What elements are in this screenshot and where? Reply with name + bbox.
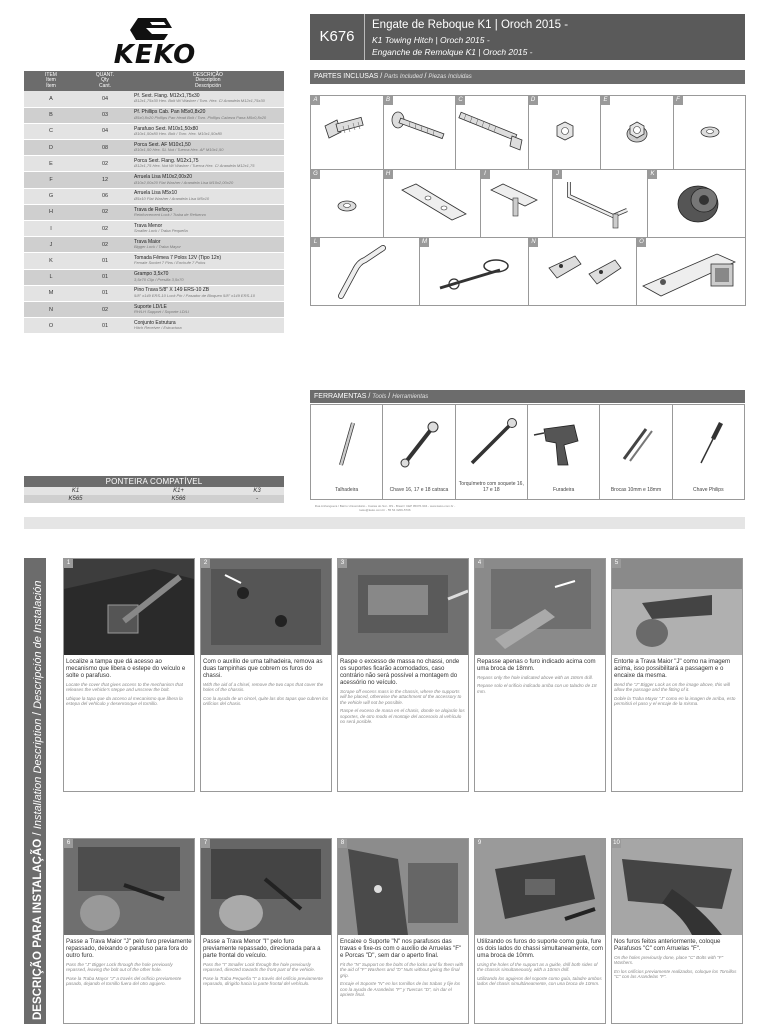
- step-number: 3: [338, 559, 347, 568]
- step-photo: [338, 839, 468, 935]
- ponteira-val: K566: [127, 495, 230, 503]
- product-title-en: K1 Towing Hitch | Oroch 2015 -: [372, 35, 490, 45]
- install-step: [474, 838, 606, 1024]
- step-text-pt: Entorte a Trava Maior "J" como na imagem acima, isso possibilitará a passagem e o encaixe da mesma.: [614, 658, 731, 679]
- part-desc: Conjunto Estrutura Hitch Receiver / Estructura: [132, 318, 284, 334]
- step-photo: [475, 559, 605, 655]
- part-cell-j: J: [553, 170, 648, 238]
- part-desc: Suporte LD/LE RH/LH Support / Soporte LD/LI: [132, 301, 284, 317]
- tool-drill-bits: Brocas 10mm e 18mm: [600, 405, 672, 500]
- part-qty: 01: [78, 285, 132, 301]
- product-title-es: Enganche de Remolque K1 | Oroch 2015 -: [372, 47, 533, 57]
- step-number: 9: [475, 839, 484, 848]
- install-step: [474, 558, 606, 792]
- part-qty: 02: [78, 301, 132, 317]
- install-step: [200, 558, 332, 792]
- tool-chisel: Talhadeira: [311, 405, 383, 500]
- part-desc: Porca Sext. Flang. M12x1,75 Ø12x1,75 Hex. Nut W/ Washer / Tuerca Hex. C/ Arandela M12x1,75: [132, 156, 284, 172]
- parts-row: [24, 204, 284, 220]
- parts-row: [24, 172, 284, 188]
- part-qty: 04: [78, 91, 132, 107]
- step-text-en: Pass the "J" Bigger Lock through the hole previously repassed, leaving the bolt out of the other hole.: [66, 962, 173, 973]
- step-photo: [64, 559, 194, 655]
- step-number: 6: [64, 839, 73, 848]
- part-cell-b: B: [384, 96, 457, 170]
- part-qty: 08: [78, 140, 132, 156]
- part-item: K: [24, 253, 78, 269]
- step-text-es: Encaje el Soporte "N" en los tornillos de las trabas y fije los con la ayuda de Arandelas "F" y Tuercas "D", sin dar el apriete final.: [340, 981, 461, 998]
- step-photo: [612, 559, 742, 655]
- step-text-en: Scrape off excess mass in the chassis, where the supports will be placed, otherwise the attachment of the accessory to the vehicle will not be possible.: [340, 689, 462, 705]
- step-number: 4: [475, 559, 484, 568]
- part-cell-l: L: [311, 238, 420, 306]
- part-item: M: [24, 285, 78, 301]
- part-desc: Grampo 3,5x70 3,5x70 Clip / Presilla 3,5x70: [132, 269, 284, 285]
- ponteira-val: -: [230, 495, 284, 503]
- part-qty: 01: [78, 269, 132, 285]
- part-desc: Arruela Lisa M5x10 Ø5x10 Flat Washer / Arandela Lisa M5x10: [132, 188, 284, 204]
- part-item: N: [24, 301, 78, 317]
- step-text-en: Repass only the hole indicated above with an 18mm drill.: [477, 675, 593, 680]
- part-cell-h: H: [384, 170, 481, 238]
- product-header: [310, 14, 745, 60]
- step-text-es: Repase solo el orificio indicado arriba con un taladro de 18 mm.: [477, 683, 597, 694]
- step-number: 1: [64, 559, 73, 568]
- part-desc: Porca Sext. AF M10x1,50 Ø10x1,50 Hex. SL Nut / Tuerca Hex. AF M10x1,50: [132, 140, 284, 156]
- part-qty: 02: [78, 221, 132, 237]
- part-desc: Pino Trava 5/8" X 149 ERS-10 ZB 5/8" x149 ERS-10 Lock Pin / Pasador de Bloqueo 5/8" x149 ERS-10: [132, 285, 284, 301]
- parts-row: [24, 253, 284, 269]
- part-item: L: [24, 269, 78, 285]
- product-title-pt: Engate de Reboque K1 | Oroch 2015 -: [372, 19, 569, 31]
- step-photo: [612, 839, 742, 935]
- ponteira-title: PONTEIRA COMPATÍVEL: [24, 476, 284, 487]
- step-photo: [64, 839, 194, 935]
- part-cell-g: G: [311, 170, 384, 238]
- part-qty: 04: [78, 123, 132, 139]
- parts-row: [24, 140, 284, 156]
- part-cell-n: N: [529, 238, 637, 306]
- part-qty: 06: [78, 188, 132, 204]
- part-qty: 01: [78, 253, 132, 269]
- col-desc: DESCRIÇÃO Description Descripción: [132, 71, 284, 91]
- install-step: [63, 838, 195, 1024]
- parts-row-3: [310, 237, 746, 306]
- part-cell-e: E: [601, 96, 674, 170]
- part-item: F: [24, 172, 78, 188]
- step-number: 8: [338, 839, 347, 848]
- part-cell-i: I: [481, 170, 554, 238]
- step-number: 7: [201, 839, 210, 848]
- parts-row: [24, 91, 284, 107]
- part-qty: 12: [78, 172, 132, 188]
- installation-title-bar: DESCRIÇÃO PARA INSTALAÇÃO / Installation Description / Descripción de Instalación: [24, 558, 46, 1024]
- parts-row: [24, 156, 284, 172]
- keko-logo: [80, 14, 230, 66]
- part-cell-f: F: [674, 96, 747, 170]
- parts-row-1: [310, 95, 746, 170]
- ponteira-col: K1: [24, 487, 127, 495]
- step-text-pt: Nos furos feitos anteriormente, coloque Parafusos "C" com Arruelas "F".: [614, 938, 721, 952]
- install-step: [611, 558, 743, 792]
- parts-table: [24, 71, 284, 334]
- tool-torque-wrench: Torquímetro com soquete 16, 17 e 18: [456, 405, 528, 500]
- step-photo: [338, 559, 468, 655]
- part-desc: Trava Menor Smaller Lock / Traba Pequeña: [132, 221, 284, 237]
- parts-row: [24, 301, 284, 317]
- step-photo: [201, 839, 331, 935]
- install-step: [63, 558, 195, 792]
- step-text-pt: Repasse apenas o furo indicado acima com uma broca de 18mm.: [477, 658, 596, 672]
- step-text-pt: Utilizando os furos do suporte como guia, fure os dois lados do chassi simultaneamente, com uma broca de 10mm.: [477, 938, 604, 959]
- step-text-en: Using the holes of the support as a guide, drill both sides of the chassis simultaneously, with a 10mm drill.: [477, 962, 598, 973]
- divider-band: [24, 517, 745, 529]
- part-item: D: [24, 140, 78, 156]
- parts-row: [24, 107, 284, 123]
- part-qty: 02: [78, 204, 132, 220]
- part-qty: 02: [78, 156, 132, 172]
- part-cell-k: K: [648, 170, 746, 238]
- step-text-pt: Localize a tampa que dá acesso ao mecanismo que libera o estepe do veículo e solte o parafuso.: [66, 658, 186, 679]
- tool-phillips-screwdriver: Chave Philips: [673, 405, 745, 500]
- part-qty: 03: [78, 107, 132, 123]
- step-text-en: Locate the cover that gives access to the mechanism that releases the vehicle's steppe and unscrew the bolt.: [66, 682, 183, 693]
- col-qty: QUANT. Qty Cant.: [78, 71, 132, 91]
- step-text-es: Con la ayuda de un cincel, quite las dos tapas que cubren los orificios del chasis.: [203, 695, 329, 707]
- step-text-pt: Com o auxílio de uma talhadeira, remova as duas tampinhas que cobrem os furos do chassi.: [203, 658, 323, 679]
- tool-ratchet-wrench: Chave 16, 17 e 18 catraca: [383, 405, 455, 500]
- tools-bar: FERRAMENTAS / Tools / Herramientas: [310, 390, 745, 403]
- step-text-es: Doble la Traba Mayor "J" como en la imagen de arriba, esto permitirá el paso y el encaje de la misma.: [614, 695, 736, 707]
- step-text-en: On the holes previously done, place "C" Bolts with "F" Washers.: [614, 955, 724, 966]
- part-item: B: [24, 107, 78, 123]
- install-step: [337, 558, 469, 792]
- part-desc: Tomada Fêmea 7 Polos 12V (Tipo 12n) Female Socket 7 Pins / Enchufe 7 Polos: [132, 253, 284, 269]
- parts-row: [24, 285, 284, 301]
- part-item: O: [24, 318, 78, 334]
- step-text-en: Pass the "I" Smaller Lock through the hole previously repassed, directed towards the front part of the vehicle.: [203, 962, 316, 973]
- part-item: A: [24, 91, 78, 107]
- part-item: G: [24, 188, 78, 204]
- part-cell-m: M: [420, 238, 529, 306]
- parts-included-bar: PARTES INCLUSAS / Parts Included / Piezas Incluidas: [310, 70, 745, 84]
- step-number: 10: [613, 840, 620, 846]
- part-item: E: [24, 156, 78, 172]
- part-cell-d: D: [529, 96, 602, 170]
- step-text-es: En los orificios previamente realizados, coloque los Tornillos "C" con las Arandelas "F".: [614, 968, 737, 980]
- step-text-en: Fit the "N" Support on the bolts of the locks and fix them with the aid of "F" Washers and "D" Nuts without giving the final grip.: [340, 962, 464, 978]
- parts-row: [24, 188, 284, 204]
- install-step: [611, 838, 743, 1024]
- parts-row: [24, 237, 284, 253]
- ponteira-table: [24, 476, 284, 503]
- ponteira-val: K565: [24, 495, 127, 503]
- svg-text:KEKO: KEKO: [113, 40, 197, 66]
- step-number: 5: [612, 559, 621, 568]
- step-text-en: Bend the "J" Bigger Lock as on the image above, this will allow the passage and the fitting of it.: [614, 682, 730, 693]
- part-cell-c: C: [456, 96, 529, 170]
- part-item: I: [24, 221, 78, 237]
- company-address: Rua Anhanguera / Bairro Universitário - Caxias do Sul - RS - Brasil / CEP 95076-904 - www.keko.com.br - keko@keko.com.br - 55 54 3209-5706: [314, 504, 456, 512]
- step-text-en: With the aid of a chisel, remove the two caps that cover the holes of the chassis.: [203, 682, 324, 693]
- tool-drill: Furadeira: [528, 405, 600, 500]
- part-desc: Pf. Sext. Flang. M12x1,75x30 Ø12x1,75x30 Hex. Bolt W/ Washer / Torn. Hex. C/ Arandela M12x1,75x30: [132, 91, 284, 107]
- step-text-pt: Raspe o excesso de massa no chassi, onde os suportes ficarão acomodados, caso contrário não será possível a montagem do acessório no veículo.: [340, 658, 460, 686]
- install-step: [200, 838, 332, 1024]
- install-step: [337, 838, 469, 1024]
- parts-row: [24, 221, 284, 237]
- ponteira-col: K3: [230, 487, 284, 495]
- part-desc: Arruela Lisa M10x2,00x20 Ø10x2,00x20 Flat Washer / Arandela Lisa M10x2,00x20: [132, 172, 284, 188]
- part-item: J: [24, 237, 78, 253]
- step-number: 2: [201, 559, 210, 568]
- parts-row-2: [310, 169, 746, 238]
- step-text-es: Pase la Traba Pequeña "I" a través del orificio previamente repasado, dirigido hacia la parte frontal del vehículo.: [203, 975, 323, 987]
- parts-row: [24, 318, 284, 334]
- step-text-pt: Encaixe o Suporte "N" nos parafusos das travas e fixe-os com o auxílio de Arruelas "F" e Porcas "D", sem dar o aperto final.: [340, 938, 462, 959]
- product-code: K676: [310, 14, 365, 60]
- step-text-es: Ubique la tapa que da acceso al mecanismo que libera la estepa del vehículo y desenrosque el tornillo.: [66, 695, 183, 707]
- step-text-pt: Passe a Trava Menor "I" pelo furo previamente repassado, direcionada para a parte frontal do veículo.: [203, 938, 321, 959]
- part-qty: 02: [78, 237, 132, 253]
- step-text-es: Raspe el exceso de masa en el chasis, donde se alojarán los soportes, de otro modo el montaje del accesorio al vehículo no será posible.: [340, 708, 465, 725]
- part-item: H: [24, 204, 78, 220]
- part-desc: Pf. Phillips Cab. Pan M5x0,8x20 Ø5x0,8x20 Phillips Pan Head Bolt / Torn. Phillips Cabeza Pana M5x0,8x20: [132, 107, 284, 123]
- parts-row: [24, 269, 284, 285]
- part-qty: 01: [78, 318, 132, 334]
- part-item: C: [24, 123, 78, 139]
- step-text-es: Pase la Traba Mayor "J" a través del orificio previamente pasado, dejando el tornillo fuera del otro agujero.: [66, 975, 182, 987]
- parts-row: [24, 123, 284, 139]
- part-desc: Trava de Reforço Reinforcement Lock / Traba de Refuerzo: [132, 204, 284, 220]
- step-photo: [475, 839, 605, 935]
- step-text-es: Utilizando los agujeros del soporte como guía, taladre ambos lados del chasis simultáneamente, con una broca de 10mm.: [477, 975, 602, 987]
- part-cell-o: O: [637, 238, 746, 306]
- tools-grid: [310, 404, 745, 500]
- part-desc: Trava Maior Bigger Lock / Traba Mayor: [132, 237, 284, 253]
- ponteira-col: K1+: [127, 487, 230, 495]
- part-desc: Parafuso Sext. M10x1,50x80 Ø10x1,50x80 Hex. Bolt / Torn. Hex. M10x1,50x80: [132, 123, 284, 139]
- col-item: ITEM Item Ítem: [24, 71, 78, 91]
- part-cell-a: A: [311, 96, 384, 170]
- step-text-pt: Passe a Trava Maior "J" pelo furo previamente repassado, deixando o parafuso para fora do outro furo.: [66, 938, 192, 959]
- step-photo: [201, 559, 331, 655]
